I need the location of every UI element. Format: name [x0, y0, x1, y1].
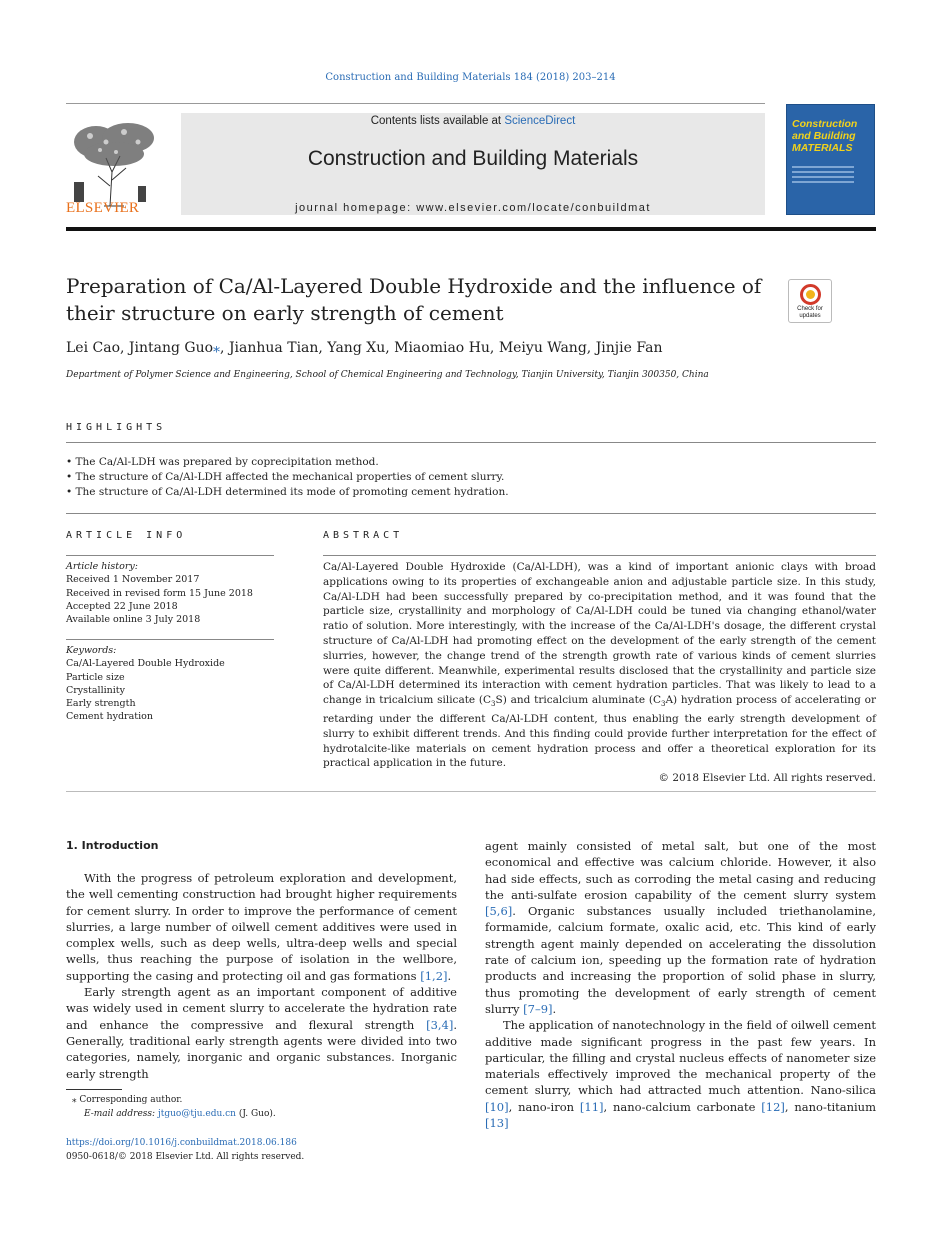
highlights-bottom-rule: [66, 513, 876, 514]
body-left-column: [66, 870, 457, 1082]
keyword-item: Particle size: [66, 671, 125, 683]
abstract-bottom-rule: [66, 791, 876, 792]
history-item: Available online 3 July 2018: [66, 614, 201, 626]
keyword-item: Ca/Al-Layered Double Hydroxide: [66, 658, 225, 670]
body-right-column: [485, 838, 876, 1131]
history-item: Received 1 November 2017: [66, 574, 200, 586]
journal-title: Construction and Building Materials: [307, 147, 639, 170]
abstract-subscript: 3: [491, 700, 496, 709]
highlights-heading: HIGHLIGHTS: [66, 422, 167, 433]
check-updates-label: Check for updates: [797, 306, 823, 319]
cover-title: Construction and Building MATERIALS: [792, 118, 858, 154]
corresponding-author-mark[interactable]: ⁎: [213, 340, 221, 356]
citation-link[interactable]: [11]: [579, 1099, 604, 1114]
citation-link[interactable]: [3,4]: [426, 1017, 454, 1032]
abstract-subscript: 3: [660, 700, 666, 709]
text: , nano-iron: [508, 1099, 580, 1114]
paragraph: agent mainly consisted of metal salt, but one of the most economical and effective was calcium chloride. However, it also had side effects, such as corroding the metal casing and reducing the anti-sulfate erosion capability of the cement slurry system [5,6]. Organic substances usually included triethanolamine, formamide, calcium formate, oxalic acid, etc. This kind of early strength agent mainly depended on accelerating the dissolution rate of calcium ion, speeding up the formation rate of hydration products and increasing the proportion of solid phase in slurry, thus promoting the development of early strength of cement slurry [7–9].: [485, 839, 876, 1016]
highlights-rule: [66, 442, 876, 443]
paragraph: [485, 1017, 876, 1131]
highlight-item: • The structure of Ca/Al-LDH affected the mechanical properties of cement slurry.: [66, 471, 505, 483]
check-updates-icon: [800, 284, 821, 305]
footnote: [72, 1093, 452, 1121]
history-item: Accepted 22 June 2018: [66, 600, 178, 612]
keywords-label: Keywords:: [66, 645, 117, 656]
citation-link[interactable]: [1,2]: [420, 968, 448, 983]
citation-link[interactable]: [7–9]: [523, 1001, 553, 1016]
abstract-text: [323, 560, 876, 786]
text: . Generally, traditional early strength agents were divided into two categories, namely, inorganic and organic substances. Inorganic early strength: [66, 1017, 457, 1081]
history-item: Received in revised form 15 June 2018: [66, 587, 253, 599]
abstract-part: Ca/Al-Layered Double Hydroxide (Ca/Al-LDH), was a kind of important anionic clays with broad applications owing to its properties of exchangeable anion and adjustable particle size. In this study, Ca/Al-LDH had been successfully prepared by co-precipitation method, and it was found that the particle size, crystallinity and morphology of Ca/Al-LDH could be tuned via changing ethanol/water ratio of solution. More interestingly, with the increase of the Ca/Al-LDH's dosage, the different crystal structure of Ca/Al-LDH had promoting effect on the development of the early strength of the cement slurries, however, the change trend of the strength growth rate of various kinds of cement slurries were quite different. Meanwhile, experimental results disclosed that the crystallinity and particle size of Ca/Al-LDH determined its interaction with cement hydration particles. That was likely to lead to a change in tricalcium silicate (C: [323, 561, 876, 707]
text: The application of nanotechnology in the field of oilwell cement additive made significant progress in the past few years. In particular, the filling and crystal nucleus effects of nanometer size materials effectively improved the mechanical property of the cement slurry, which had attracted much attention. Nano-silica: [485, 1018, 876, 1098]
doi-block: [66, 1136, 466, 1164]
keywords: [66, 644, 274, 724]
keyword-item: Crystallinity: [66, 684, 125, 696]
author-list: [66, 340, 846, 356]
footnote-rule: [66, 1089, 122, 1090]
sciencedirect-link[interactable]: ScienceDirect: [504, 115, 576, 127]
contents-available: [181, 115, 765, 127]
text: agent mainly consisted of metal salt, but one of the most economical and effective was calcium chloride. However, it also had side effects, such as corroding the metal casing and reducing the anti-sulfate erosion capability of the cement slurry system: [485, 839, 876, 902]
keywords-rule: [66, 639, 274, 640]
citation-link[interactable]: [13]: [485, 1116, 509, 1131]
cover-text-lines: [792, 166, 854, 190]
paragraph: With the progress of petroleum exploration and development, the well cementing construction had brought higher requirements for cement slurry. In order to improve the performance of cement slurries, a large number of oilwell cement additives were used in complex wells, such as deep wells, ultra-deep wells and special wells, thus reaching the purpose of isolation in the wellbore, supporting the casing and protecting oil and gas formations [1,2].: [66, 871, 457, 983]
corresponding-author-note: ⁎ Corresponding author.: [72, 1095, 183, 1105]
text: , nano-calcium carbonate: [603, 1099, 762, 1114]
email-line: [72, 1107, 452, 1121]
authors-after: , Jianhua Tian, Yang Xu, Miaomiao Hu, Meiyu Wang, Jinjie Fan: [220, 340, 663, 356]
abstract-part: A) hydration process of accelerating or retarding under the different Ca/Al-LDH content, thus enabling the early strength development of slurry to exhibit different trends. And this finding could provide further interpretation for the effect of hydrotalcite-like materials on cement hydration process and offer a theoretical exploration for its practical application in the future.: [323, 694, 876, 770]
text: , nano-titanium: [784, 1099, 876, 1114]
header-rule: [66, 103, 765, 104]
article-info-heading: ARTICLE INFO: [66, 530, 187, 541]
contents-prefix: Contents lists available at: [370, 115, 505, 127]
citation-link[interactable]: [12]: [761, 1099, 785, 1114]
keyword-item: Cement hydration: [66, 711, 153, 723]
text: . Organic substances usually included triethanolamine, formamide, calcium formate, oxalic acid, etc. This kind of early strength agent mainly depended on accelerating the dissolution rate of calcium ion, speeding up the formation rate of hydration products and increasing the proportion of solid phase in slurry, thus promoting the development of early strength of cement slurry: [485, 904, 876, 1016]
abstract-rule: [323, 555, 876, 556]
affiliation: Department of Polymer Science and Engineering, School of Chemical Engineering and Technology, Tianjin University, Tianjin 300350, China: [66, 370, 709, 380]
issn-line: 0950-0618/© 2018 Elsevier Ltd. All rights reserved.: [66, 1152, 305, 1162]
abstract-heading: ABSTRACT: [323, 530, 404, 541]
highlight-item: • The Ca/Al-LDH was prepared by coprecipitation method.: [66, 456, 379, 468]
section-heading-introduction: 1. Introduction: [66, 839, 159, 852]
header-thick-rule: [66, 227, 876, 231]
text: Early strength agent as an important component of additive was widely used in cement slurry to accelerate the hydration rate and enhance the compressive and flexural strength: [66, 985, 457, 1032]
citation-link[interactable]: [10]: [485, 1099, 509, 1114]
article-history: [66, 560, 274, 626]
doi-link[interactable]: https://doi.org/10.1016/j.conbuildmat.2018.06.186: [66, 1138, 297, 1148]
email-label: E-mail address:: [84, 1109, 158, 1119]
email-suffix: (J. Guo).: [235, 1109, 276, 1119]
text: With the progress of petroleum exploration and development, the well cementing construction had brought higher requirements for cement slurry. In order to improve the performance of cement slurries, a large number of oilwell cement additives were used in complex wells, such as deep wells, ultra-deep wells and special wells, thus reaching the purpose of isolation in the wellbore, supporting the casing and protecting oil and gas formations: [66, 871, 457, 983]
journal-reference[interactable]: Construction and Building Materials 184 (2018) 203–214: [325, 72, 616, 83]
journal-homepage[interactable]: journal homepage: www.elsevier.com/locate/conbuildmat: [295, 202, 651, 214]
highlight-item: • The structure of Ca/Al-LDH determined its mode of promoting cement hydration.: [66, 486, 509, 498]
citation-link[interactable]: [5,6]: [485, 904, 513, 919]
keyword-item: Early strength: [66, 698, 136, 710]
highlights-list: [66, 455, 876, 500]
article-info-rule: [66, 555, 274, 556]
history-label: Article history:: [66, 561, 138, 572]
elsevier-wordmark: ELSEVIER: [66, 200, 140, 216]
article-title: Preparation of Ca/Al-Layered Double Hydroxide and the influence of their structure on early strength of cement: [66, 274, 762, 325]
paragraph: [66, 984, 457, 1082]
abstract-part: S) and tricalcium aluminate (C: [495, 694, 661, 707]
check-for-updates-button[interactable]: [788, 279, 832, 323]
email-link[interactable]: jtguo@tju.edu.cn: [157, 1109, 236, 1119]
abstract-copyright: © 2018 Elsevier Ltd. All rights reserved.: [658, 772, 876, 785]
authors-before: Lei Cao, Jintang Guo: [66, 340, 214, 356]
